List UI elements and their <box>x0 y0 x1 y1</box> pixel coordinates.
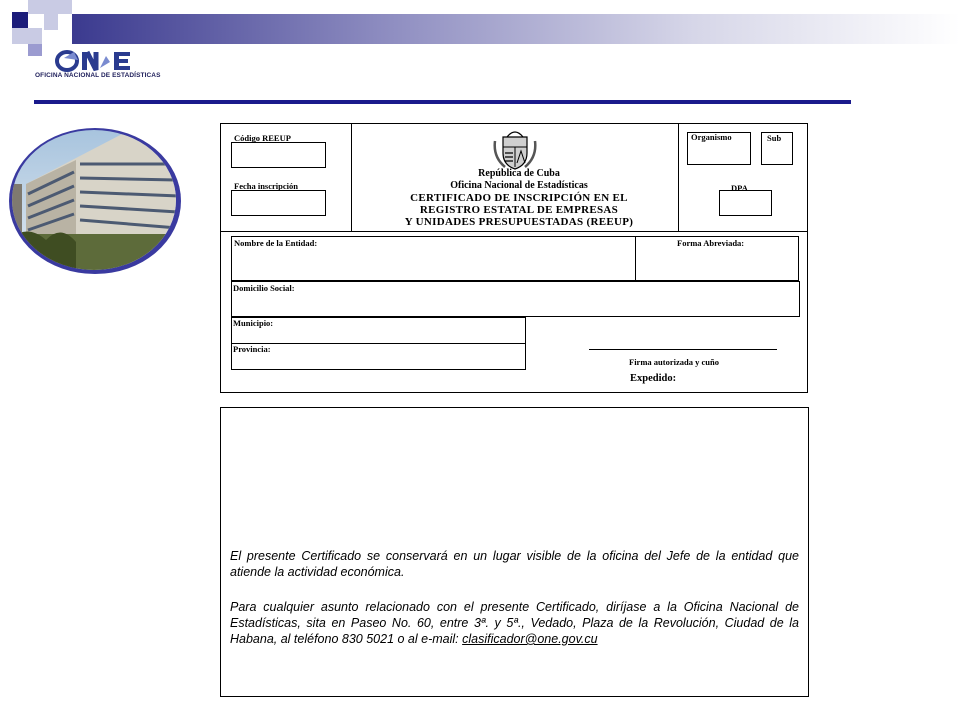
fecha-inscripcion-label: Fecha inscripción <box>234 181 298 191</box>
decor-square-navy-1 <box>12 12 28 28</box>
info-paragraph-2 <box>230 599 799 647</box>
organismo-label: Organismo <box>691 132 732 142</box>
decor-square-light-1 <box>28 0 44 14</box>
dpa-field <box>719 190 772 216</box>
divider-top-section <box>221 231 807 232</box>
info-paragraph-2-text: Para cualquier asunto relacionado con el presente Certificado, diríjase a la Oficina Nacional de Estadísticas, sita en Paseo No. 60, entre 3ª. y 5ª., Vedado, Plaza de la Revolución, Ciudad de la Habana, al teléfono 830 5021 o al e-mail: <box>230 600 799 646</box>
provincia-field <box>231 343 526 370</box>
decor-square-light-3 <box>58 0 72 14</box>
building-photo <box>6 124 182 274</box>
provincia-label: Provincia: <box>233 344 271 354</box>
coat-of-arms-icon <box>491 127 539 171</box>
decor-square-light-4 <box>12 28 28 44</box>
certificate-title-line2: REGISTRO ESTATAL DE EMPRESAS <box>419 204 619 216</box>
oficina-text: Oficina Nacional de Estadísticas <box>450 180 588 191</box>
one-logo <box>34 46 174 86</box>
sub-label: Sub <box>767 133 782 143</box>
header-gradient-bar <box>72 14 960 44</box>
certificate-title-line1: CERTIFICADO DE INSCRIPCIÓN EN EL <box>410 192 628 204</box>
municipio-label: Municipio: <box>233 318 274 328</box>
reeup-certificate <box>220 123 808 393</box>
info-paragraph-1: El presente Certificado se conservará en un lugar visible de la oficina del Jefe de la entidad que atiende la actividad económica. <box>230 549 799 579</box>
fecha-inscripcion-field <box>231 190 326 216</box>
municipio-field <box>231 317 526 344</box>
decor-square-light-6 <box>28 28 42 44</box>
logo-subtitle: OFICINA NACIONAL DE ESTADÍSTICAS <box>35 72 161 79</box>
info-box <box>220 407 809 697</box>
nombre-entidad-label: Nombre de la Entidad: <box>234 238 318 248</box>
email-link[interactable]: clasificador@one.gov.cu <box>462 632 598 646</box>
signature-line <box>589 349 777 350</box>
codigo-reeup-label: Código REEUP <box>234 133 291 143</box>
firma-autorizada-label: Firma autorizada y cuño <box>629 357 719 367</box>
decor-square-light-5 <box>44 14 58 30</box>
decor-square-light-2 <box>44 0 58 14</box>
dpa-label: DPA <box>731 183 748 193</box>
forma-abreviada-label: Forma Abreviada: <box>677 238 745 248</box>
certificate-title-line3: Y UNIDADES PRESUPUESTADAS (REEUP) <box>404 216 634 228</box>
codigo-reeup-field <box>231 142 326 168</box>
expedido-label: Expedido: <box>630 373 677 384</box>
republica-text: República de Cuba <box>478 168 560 179</box>
domicilio-social-field <box>231 281 800 317</box>
domicilio-social-label: Domicilio Social: <box>233 283 295 293</box>
header-rule <box>34 100 851 104</box>
